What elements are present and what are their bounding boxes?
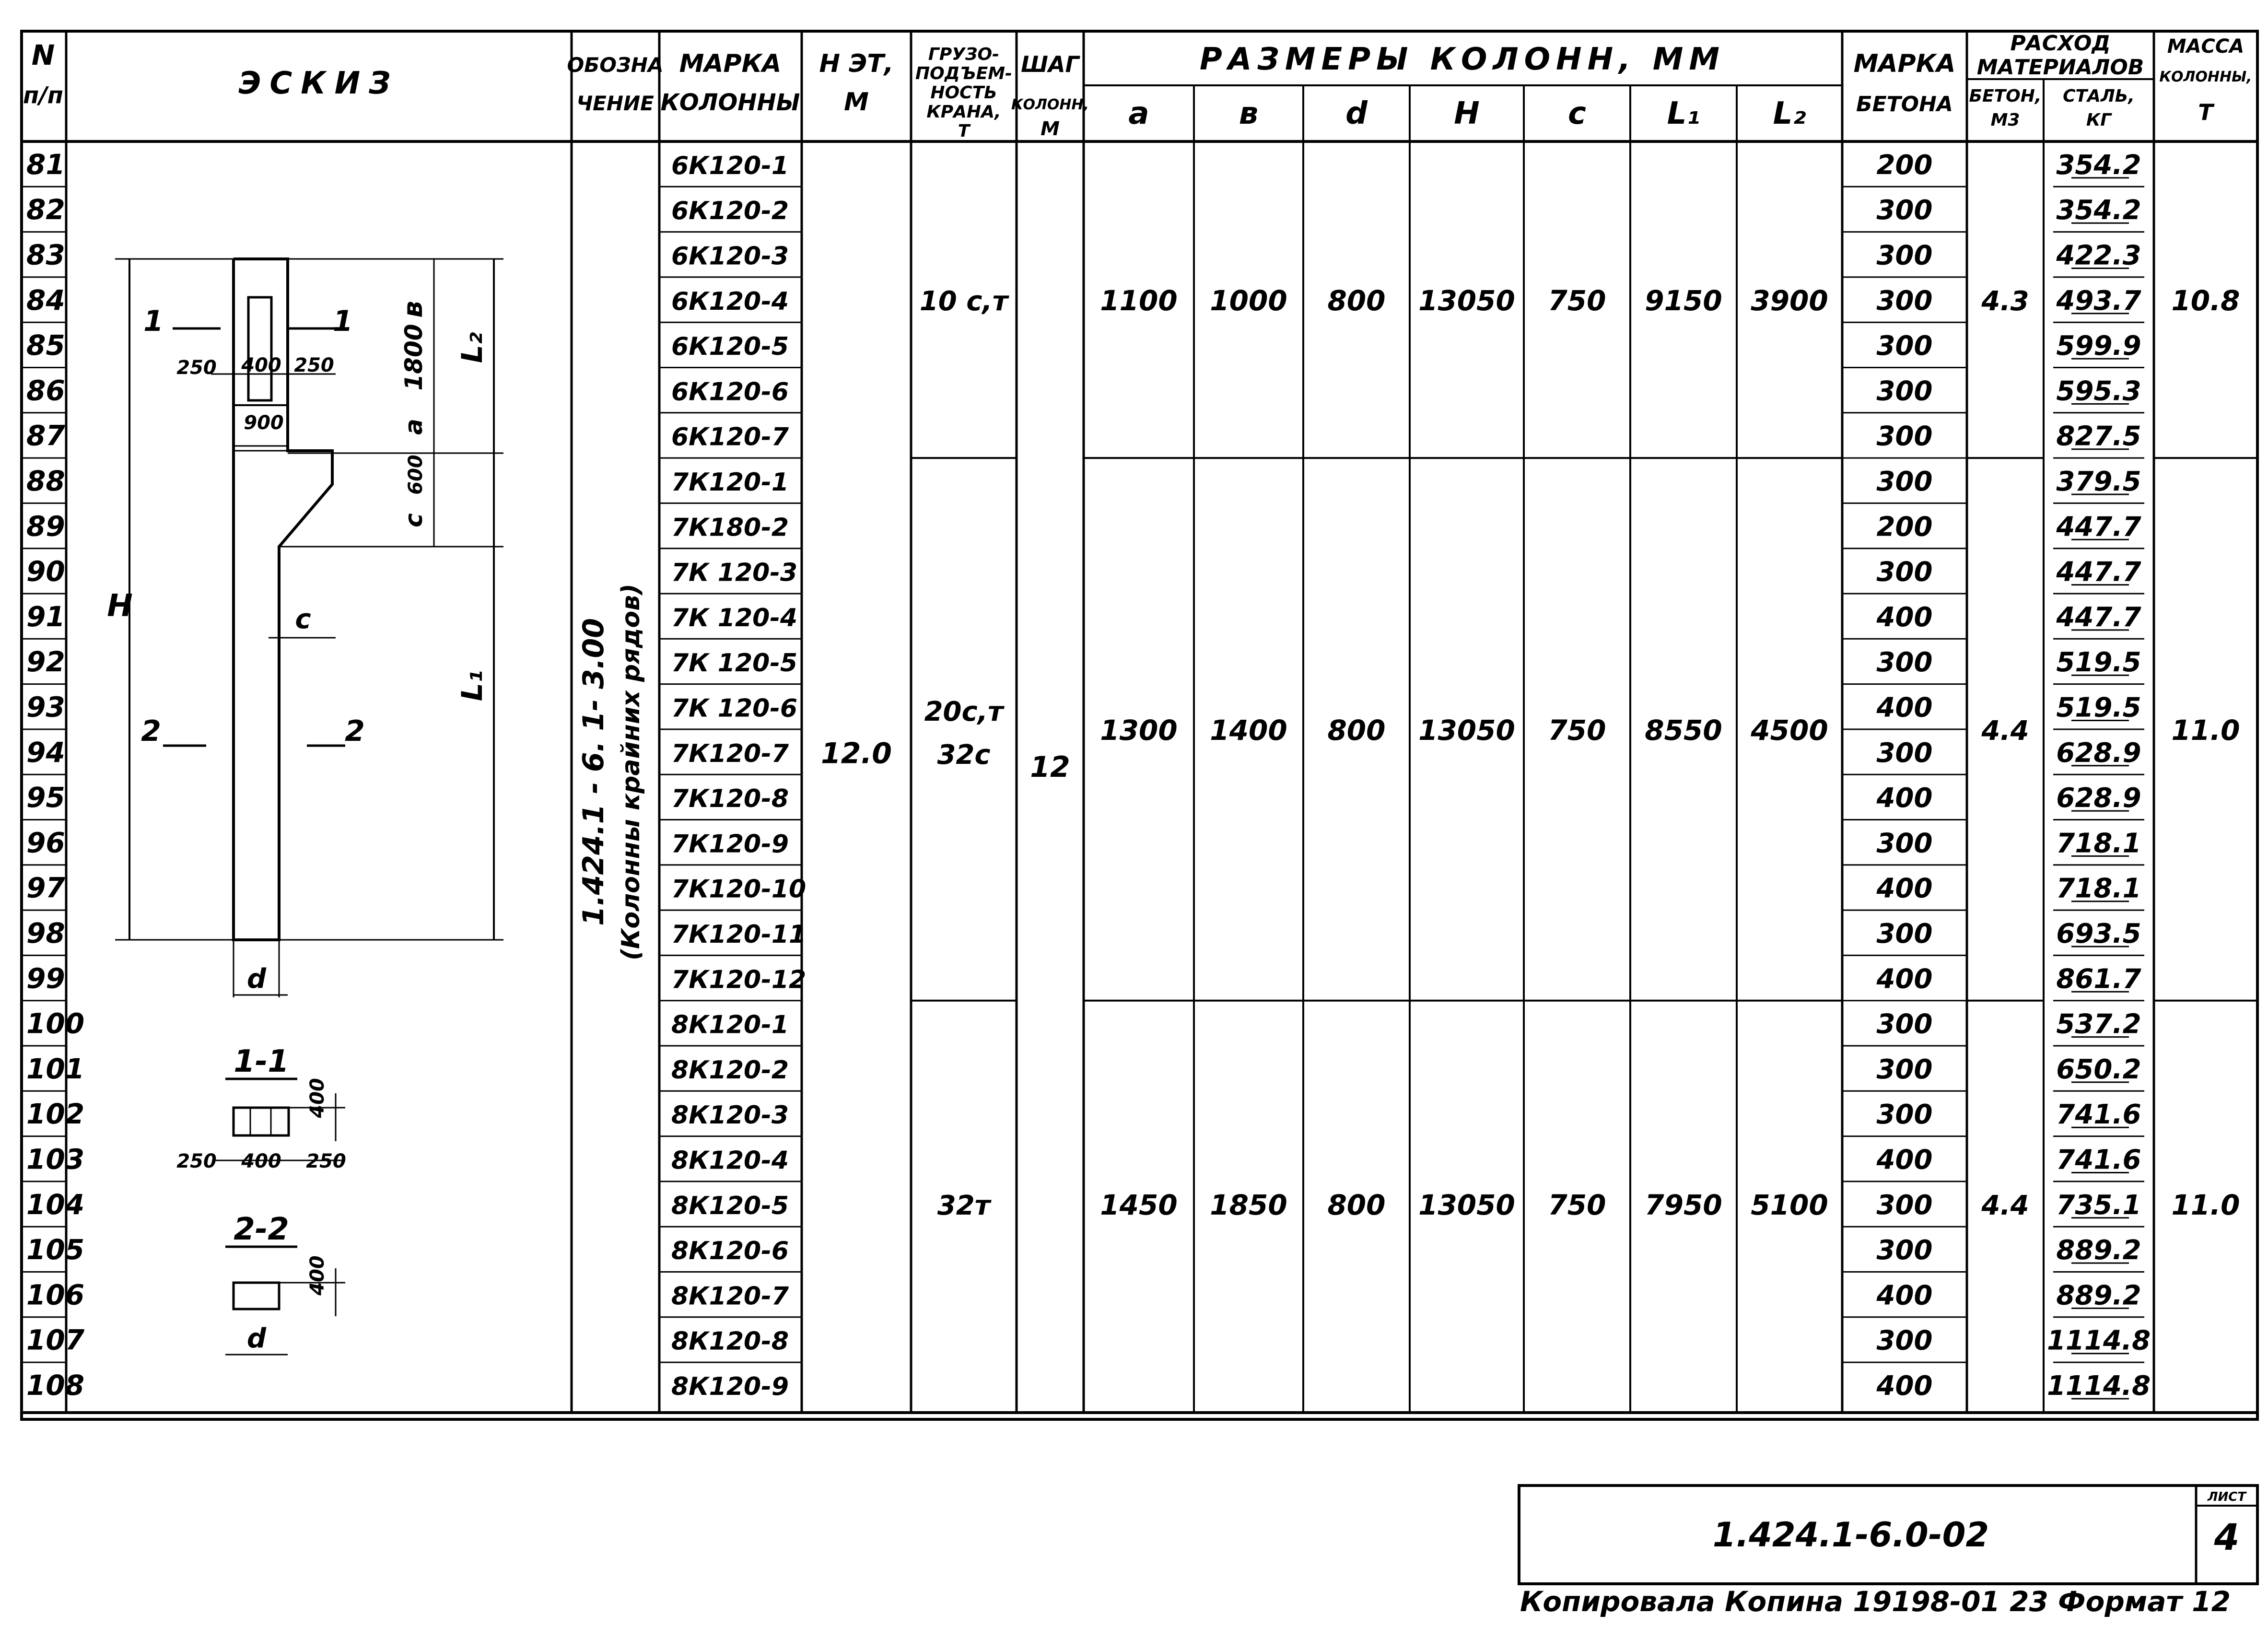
row-mark: 7К180-2 bbox=[671, 513, 789, 542]
row-concrete-grade: 300 bbox=[1876, 195, 1933, 226]
row-number: 81 bbox=[26, 148, 65, 181]
header-mark-sub: КОЛОННЫ bbox=[660, 89, 800, 116]
section-2-d-label: d bbox=[246, 1323, 267, 1354]
header-mass-sub: КОЛОННЫ, bbox=[2159, 69, 2252, 85]
group-crane-capacity-2: 32с bbox=[937, 739, 991, 771]
row-number: 85 bbox=[26, 329, 65, 362]
row-steel: 718.1 bbox=[2056, 828, 2141, 859]
header-sketch: ЭСКИЗ bbox=[238, 66, 399, 101]
row-steel: 519.5 bbox=[2056, 647, 2141, 678]
row-mark: 6К120-3 bbox=[671, 242, 789, 271]
row-number: 103 bbox=[26, 1143, 85, 1176]
header-crane-1: ПОДЪЕМ- bbox=[915, 64, 1012, 83]
row-mark: 8К120-1 bbox=[671, 1010, 789, 1040]
row-steel: 447.7 bbox=[2056, 511, 2141, 543]
dim-400-label: 400 bbox=[241, 354, 281, 376]
row-number: 83 bbox=[26, 238, 65, 271]
header-concrete-mark-sub: БЕТОНА bbox=[1856, 92, 1953, 117]
row-number: 102 bbox=[26, 1098, 85, 1131]
group-dim-a: 1300 bbox=[1100, 714, 1178, 747]
header-num: N bbox=[31, 39, 55, 71]
dim-H-label: Н bbox=[107, 588, 133, 624]
row-concrete-grade: 400 bbox=[1876, 1370, 1933, 1402]
row-concrete-grade: 300 bbox=[1876, 1189, 1933, 1221]
row-concrete-grade: 300 bbox=[1876, 1008, 1933, 1040]
row-steel: 447.7 bbox=[2056, 601, 2141, 633]
group-dim-L1: 9150 bbox=[1645, 284, 1722, 317]
row-steel: 741.6 bbox=[2056, 1099, 2141, 1131]
row-number: 86 bbox=[26, 374, 65, 407]
header-dim-6: L₂ bbox=[1773, 96, 1806, 131]
row-mark: 6К120-2 bbox=[671, 197, 789, 226]
row-number: 93 bbox=[26, 690, 65, 724]
row-number: 107 bbox=[26, 1323, 85, 1357]
section-1-400-bottom: 400 bbox=[241, 1150, 281, 1172]
section-2-400: 400 bbox=[306, 1255, 328, 1296]
row-number: 95 bbox=[26, 781, 65, 814]
header-dim-5: L₁ bbox=[1667, 96, 1700, 131]
header-step-unit: М bbox=[1040, 118, 1060, 140]
row-concrete-grade: 400 bbox=[1876, 601, 1933, 633]
dim-900-label: 900 bbox=[244, 412, 284, 434]
row-steel: 493.7 bbox=[2056, 285, 2141, 316]
row-steel: 595.3 bbox=[2056, 375, 2141, 407]
row-number: 100 bbox=[26, 1007, 85, 1040]
row-mark: 7К 120-6 bbox=[671, 694, 798, 723]
group-dim-b: 1400 bbox=[1210, 714, 1287, 747]
row-concrete-grade: 400 bbox=[1876, 1144, 1933, 1176]
section-1-outline bbox=[234, 1108, 289, 1135]
row-concrete-grade: 300 bbox=[1876, 737, 1933, 769]
header-dim-2: d bbox=[1345, 96, 1368, 131]
row-concrete-grade: 300 bbox=[1876, 1053, 1933, 1085]
row-concrete-grade: 200 bbox=[1876, 149, 1933, 181]
dim-600-label: 600 bbox=[405, 455, 427, 495]
dim-c-label-vert: с bbox=[400, 513, 428, 527]
row-mark: 8К120-9 bbox=[671, 1372, 789, 1401]
row-number: 84 bbox=[26, 283, 65, 316]
group-dim-L2: 4500 bbox=[1751, 714, 1828, 747]
header-designation: ОБОЗНА bbox=[567, 53, 664, 77]
footer-copy-note: Копировала Копина 19198-01 23 Формат 12 bbox=[1520, 1585, 2231, 1618]
group-dim-H: 13050 bbox=[1418, 714, 1515, 747]
section-1-title: 1-1 bbox=[234, 1044, 289, 1079]
dim-a-label: а bbox=[400, 419, 428, 435]
row-mark: 8К120-8 bbox=[671, 1327, 789, 1356]
row-number: 90 bbox=[26, 555, 65, 588]
row-number: 106 bbox=[26, 1278, 85, 1311]
group-dim-c: 750 bbox=[1548, 714, 1606, 747]
group-dim-b: 1000 bbox=[1210, 284, 1287, 317]
group-crane-capacity: 10 с,т bbox=[919, 286, 1008, 317]
row-concrete-grade: 300 bbox=[1876, 1325, 1933, 1357]
row-steel: 628.9 bbox=[2056, 783, 2141, 814]
header-concrete-vol-unit: М3 bbox=[1990, 110, 2020, 130]
row-concrete-grade: 300 bbox=[1876, 375, 1933, 407]
group-dim-H: 13050 bbox=[1418, 284, 1515, 317]
header-concrete-mark: МАРКА bbox=[1853, 49, 1956, 78]
row-mark: 7К 120-5 bbox=[671, 649, 798, 678]
dim-250-right: 250 bbox=[294, 354, 334, 376]
row-steel: 1114.8 bbox=[2046, 1370, 2151, 1402]
row-mark: 8К120-7 bbox=[671, 1282, 789, 1311]
row-number: 89 bbox=[26, 510, 65, 543]
header-height-sub: М bbox=[844, 88, 869, 117]
row-steel: 718.1 bbox=[2056, 873, 2141, 904]
dim-1800-label: 1800 bbox=[400, 324, 428, 391]
header-step: ШАГ bbox=[1021, 51, 1079, 77]
dim-250-left: 250 bbox=[176, 357, 217, 379]
group-dim-L2: 5100 bbox=[1751, 1189, 1828, 1222]
section-1-mark-right: 1 bbox=[333, 304, 353, 338]
header-designation-sub: ЧЕНИЕ bbox=[576, 92, 654, 115]
group-dim-L2: 3900 bbox=[1751, 284, 1828, 317]
row-concrete-grade: 300 bbox=[1876, 1099, 1933, 1131]
group-concrete-volume: 4.4 bbox=[1981, 1190, 2029, 1222]
section-2-mark-left: 2 bbox=[141, 714, 161, 748]
row-number: 94 bbox=[26, 736, 65, 769]
dim-d-label: d bbox=[246, 963, 267, 994]
group-dim-d: 800 bbox=[1327, 714, 1386, 747]
step-value: 12 bbox=[1030, 750, 1070, 784]
designation-block bbox=[577, 584, 645, 960]
group-crane-capacity: 32т bbox=[937, 1190, 991, 1222]
row-steel: 447.7 bbox=[2056, 556, 2141, 588]
group-dim-a: 1100 bbox=[1100, 284, 1178, 317]
section-2-outline bbox=[234, 1283, 279, 1309]
row-number: 92 bbox=[26, 645, 65, 678]
row-number: 97 bbox=[26, 871, 65, 904]
row-number: 108 bbox=[26, 1369, 85, 1402]
row-number: 91 bbox=[26, 600, 65, 633]
row-steel: 628.9 bbox=[2056, 737, 2141, 769]
group-crane-capacity: 20с,т bbox=[924, 696, 1004, 727]
row-mark: 7К 120-4 bbox=[671, 603, 798, 632]
row-steel: 537.2 bbox=[2056, 1008, 2141, 1040]
designation-note: (Колонны крайних рядов) bbox=[617, 584, 645, 960]
row-number: 98 bbox=[26, 916, 65, 949]
row-steel: 1114.8 bbox=[2046, 1325, 2151, 1357]
dim-b-label: в bbox=[397, 301, 429, 318]
row-concrete-grade: 400 bbox=[1876, 783, 1933, 814]
section-1-400: 400 bbox=[306, 1078, 328, 1118]
group-dim-d: 800 bbox=[1327, 1189, 1386, 1222]
row-mark: 8К120-2 bbox=[671, 1055, 789, 1085]
header-crane-2: НОСТЬ bbox=[930, 83, 997, 103]
header-num-sub: п/п bbox=[23, 82, 63, 109]
row-concrete-grade: 300 bbox=[1876, 421, 1933, 452]
row-number: 99 bbox=[26, 962, 65, 995]
row-mark: 7К 120-3 bbox=[671, 558, 798, 587]
row-mark: 8К120-5 bbox=[671, 1191, 789, 1220]
section-1-250-left: 250 bbox=[176, 1150, 217, 1172]
row-mark: 7К120-12 bbox=[671, 965, 807, 994]
header-mark: МАРКА bbox=[679, 49, 782, 78]
row-number: 87 bbox=[26, 419, 65, 452]
row-concrete-grade: 300 bbox=[1876, 330, 1933, 362]
row-number: 88 bbox=[26, 464, 65, 497]
row-number: 96 bbox=[26, 826, 65, 859]
row-mark: 8К120-6 bbox=[671, 1237, 789, 1266]
row-mark: 6К120-7 bbox=[671, 422, 789, 452]
group-column-mass: 10.8 bbox=[2171, 284, 2240, 317]
group-dim-b: 1850 bbox=[1210, 1189, 1287, 1222]
row-mark: 6К120-5 bbox=[671, 332, 789, 362]
group-column-mass: 11.0 bbox=[2171, 1189, 2240, 1222]
header-height: Н ЭТ, bbox=[819, 49, 894, 78]
group-dim-c: 750 bbox=[1548, 284, 1606, 317]
group-concrete-volume: 4.4 bbox=[1981, 715, 2029, 747]
header-crane-4: Т bbox=[958, 121, 970, 141]
row-mark: 7К120-7 bbox=[671, 739, 789, 768]
row-steel: 889.2 bbox=[2056, 1235, 2141, 1266]
column-head-opening bbox=[248, 297, 271, 400]
header-step-sub: КОЛОНН, bbox=[1011, 96, 1089, 113]
row-steel: 354.2 bbox=[2056, 149, 2141, 181]
section-1-mark-left: 1 bbox=[143, 304, 164, 338]
row-steel: 693.5 bbox=[2056, 918, 2141, 949]
row-concrete-grade: 300 bbox=[1876, 556, 1933, 588]
header-steel: СТАЛЬ, bbox=[2063, 86, 2135, 106]
dim-c-label: с bbox=[295, 604, 311, 635]
header-dim-1: в bbox=[1239, 96, 1259, 131]
row-concrete-grade: 300 bbox=[1876, 1235, 1933, 1266]
header-steel-unit: КГ bbox=[2086, 110, 2112, 130]
group-concrete-volume: 4.3 bbox=[1981, 286, 2029, 317]
row-steel: 599.9 bbox=[2056, 330, 2141, 362]
row-concrete-grade: 200 bbox=[1876, 511, 1933, 543]
stamp-code: 1.424.1-6.0-02 bbox=[1712, 1515, 1989, 1555]
header-materials: РАСХОД bbox=[2010, 31, 2111, 56]
header-crane-3: КРАНА, bbox=[926, 102, 1001, 122]
header-dim-4: c bbox=[1568, 96, 1586, 131]
row-mark: 8К120-3 bbox=[671, 1101, 789, 1130]
header-concrete-vol: БЕТОН, bbox=[1969, 86, 2042, 106]
group-dim-c: 750 bbox=[1548, 1189, 1606, 1222]
row-steel: 650.2 bbox=[2056, 1053, 2141, 1085]
group-dim-L1: 8550 bbox=[1645, 714, 1722, 747]
section-2-title: 2-2 bbox=[234, 1212, 289, 1247]
row-steel: 741.6 bbox=[2056, 1144, 2141, 1176]
dim-L1-label: L₁ bbox=[456, 670, 489, 702]
group-dim-a: 1450 bbox=[1100, 1189, 1178, 1222]
row-mark: 6К120-1 bbox=[671, 151, 789, 180]
row-concrete-grade: 400 bbox=[1876, 873, 1933, 904]
row-concrete-grade: 300 bbox=[1876, 285, 1933, 316]
group-dim-L1: 7950 bbox=[1645, 1189, 1722, 1222]
dim-L2-label: L₂ bbox=[456, 332, 489, 363]
group-column-mass: 11.0 bbox=[2171, 714, 2240, 747]
row-steel: 354.2 bbox=[2056, 195, 2141, 226]
row-mark: 6К120-4 bbox=[671, 287, 789, 316]
height-value: 12.0 bbox=[820, 737, 892, 771]
row-mark: 8К120-4 bbox=[671, 1146, 789, 1175]
row-number: 82 bbox=[26, 193, 65, 226]
row-mark: 7К120-9 bbox=[671, 830, 789, 859]
row-steel: 861.7 bbox=[2056, 963, 2141, 995]
group-dim-d: 800 bbox=[1327, 284, 1386, 317]
designation-code: 1.424.1 - 6. 1- 3.00 bbox=[577, 618, 610, 926]
table-texts bbox=[23, 31, 2252, 1618]
column-sketch bbox=[107, 259, 503, 1355]
row-mark: 6К120-6 bbox=[671, 377, 789, 407]
row-steel: 735.1 bbox=[2056, 1189, 2141, 1221]
row-concrete-grade: 300 bbox=[1876, 466, 1933, 497]
header-crane-0: ГРУЗО- bbox=[928, 45, 1000, 64]
row-mark: 7К120-1 bbox=[671, 468, 789, 497]
row-number: 105 bbox=[26, 1233, 85, 1266]
header-dim-0: a bbox=[1128, 96, 1149, 131]
header-mass: МАССА bbox=[2167, 35, 2245, 58]
header-mass-unit: Т bbox=[2198, 99, 2213, 125]
row-number: 104 bbox=[26, 1188, 85, 1221]
section-2-mark-right: 2 bbox=[345, 714, 365, 748]
row-concrete-grade: 300 bbox=[1876, 918, 1933, 949]
row-steel: 827.5 bbox=[2056, 421, 2141, 452]
stamp-sheet-number: 4 bbox=[2214, 1516, 2240, 1558]
header-materials-sub: МАТЕРИАЛОВ bbox=[1976, 55, 2144, 80]
row-concrete-grade: 300 bbox=[1876, 647, 1933, 678]
row-number: 101 bbox=[26, 1052, 85, 1085]
row-steel: 379.5 bbox=[2056, 466, 2141, 497]
row-mark: 7К120-8 bbox=[671, 784, 789, 814]
row-steel: 519.5 bbox=[2056, 692, 2141, 724]
header-dims-title: РАЗМЕРЫ КОЛОНН, ММ bbox=[1199, 42, 1726, 77]
row-concrete-grade: 300 bbox=[1876, 240, 1933, 271]
group-dim-H: 13050 bbox=[1418, 1189, 1515, 1222]
row-concrete-grade: 400 bbox=[1876, 963, 1933, 995]
row-concrete-grade: 400 bbox=[1876, 1280, 1933, 1311]
row-steel: 422.3 bbox=[2056, 240, 2141, 271]
row-mark: 7К120-11 bbox=[671, 920, 807, 949]
row-steel: 889.2 bbox=[2056, 1280, 2141, 1311]
row-concrete-grade: 400 bbox=[1876, 692, 1933, 724]
row-mark: 7К120-10 bbox=[671, 875, 807, 904]
header-dim-3: H bbox=[1454, 96, 1480, 131]
stamp-sheet-label: ЛИСТ bbox=[2207, 1490, 2246, 1504]
section-1-250-right: 250 bbox=[306, 1150, 346, 1172]
row-concrete-grade: 300 bbox=[1876, 828, 1933, 859]
